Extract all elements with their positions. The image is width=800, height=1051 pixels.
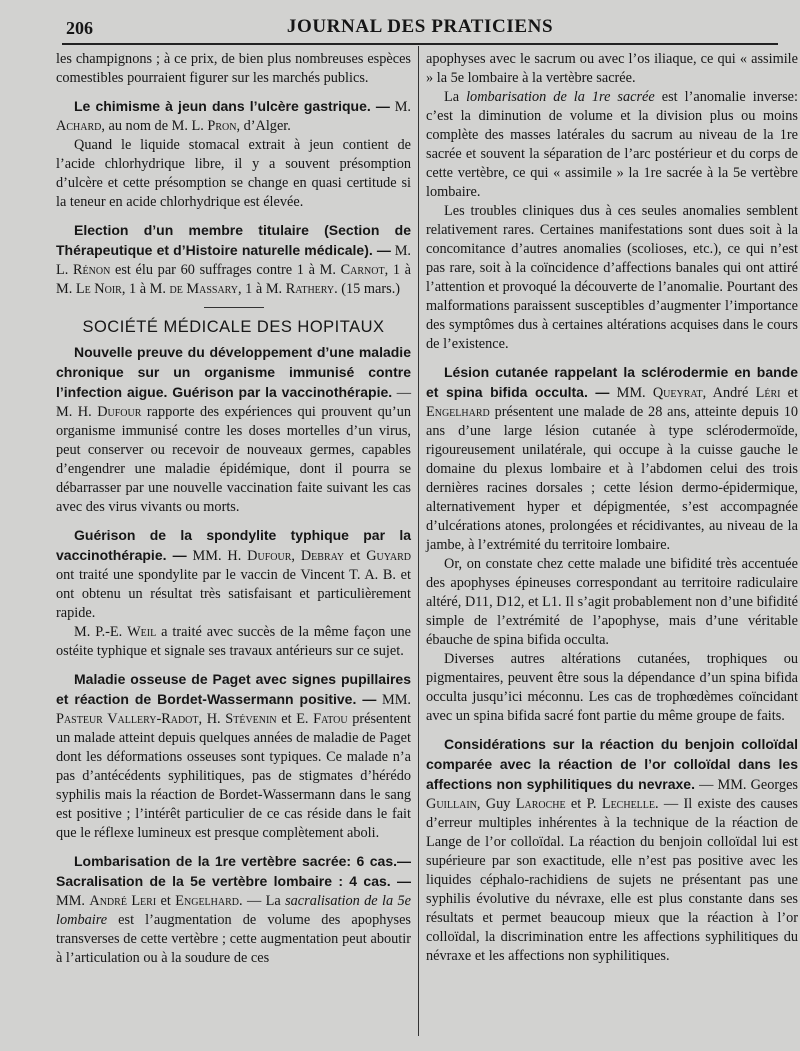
article-heading: Lésion cutanée rappelant la sclérodermie en bande et spina bifida occulta. — (426, 364, 798, 400)
italic-term: sacralisation de la 5e lombaire (56, 893, 412, 928)
text: . — Il existe des causes d’erreur multiples inhérentes à la technique de la réaction de Lange de l’or colloïdal. La réaction du benjoin colloïdal lui est supérieure par son exactitude, elle n’est pas positive avec les liquides céphalo-rachidiens de sujets ne présentant pas une syphilis évolutive du névraxe, elle est plus constante dans ses résultats et permet beaucoup mieux que la réaction à l’or colloïdal, la discrimination entre les affections syphilitiques du névraxe et les affections non syphilitiques. (426, 796, 798, 964)
article-sclerodermie (426, 363, 798, 555)
page-number: 206 (66, 18, 93, 38)
text: M. P.-E. (74, 624, 128, 640)
article-paget (56, 670, 411, 843)
text: , 1 à M. (121, 281, 170, 297)
author-name: Guillain (426, 796, 477, 812)
author-name: Lechelle (601, 796, 656, 812)
author-name: Achard (56, 118, 102, 134)
text: présentent une malade de 28 ans, atteinte depuis 10 ans d’une large lésion cutanée à type sclérodermoïde, rigoureusement unilatérale, qui occupe à la cuisse gauche le domaine du plexus lombaire et à l’abdomen celui des trois dernières racines dorsales ; cette lésion dermo-épidermique, alternativement hyper et dépigmentée, s’est accompagnée d’ulcérations atones, prolongées et récidivantes, au niveau de la jambe, à l’extrémité du territoire lombaire. (426, 404, 798, 553)
text: MM. (376, 692, 412, 708)
text: , André (702, 385, 756, 401)
text: M. L. (56, 243, 411, 278)
author-name: André Leri (89, 893, 157, 909)
author-name: Guyard (366, 548, 411, 564)
author-name: Debray (300, 548, 345, 564)
article-heading: Election d’un membre titulaire (Section de Thérapeutique et d’Histoire naturelle médicale). — (56, 222, 411, 258)
author-name: Weil (127, 624, 157, 640)
article-achard (56, 97, 411, 136)
text: MM. (56, 893, 90, 909)
text: MM. H. (186, 548, 248, 564)
author-name: Laroche (515, 796, 566, 812)
italic-term: lombarisation de la 1re sacrée (466, 89, 655, 105)
text: . — La (239, 893, 286, 909)
text: est l’anomalie inverse: c’est la diminution de volume et la division plus ou moins complète des masses latérales du sacrum au niveau de la 1re sacrée et souvent la séparation de l’arc postérieur et du corps de cette vertèbre, ce qui « assimile » la 1re sacrée à la 5e vertèbre lombaire. (426, 89, 799, 200)
text: présentent un malade atteint depuis quelques années de maladie de Paget dont les déformations osseuses sont typiques. Ce malade n’a pas d’antécédents syphilitiques, pas de stigmates d’hérédo syphilis mais la réaction de Bordet-Wassermann dans le sang est positive ; l’intérêt particulier de ce cas réside dans le fait que le réflexe lumineux est presque complètement aboli. (56, 711, 411, 841)
text: , (291, 548, 301, 564)
text: , 1 à M. (238, 281, 286, 297)
left-column (56, 50, 411, 968)
two-column-body (56, 50, 800, 1045)
text: . (15 mars.) (334, 281, 401, 297)
article-lombarisation (56, 852, 411, 968)
author-name: Rathery (285, 281, 335, 297)
paragraph (56, 623, 411, 661)
article-heading: Nouvelle preuve du développement d’une maladie chronique sur un organisme immunisé contre l’infection aigue. Guérison par la vaccinothérapie. (56, 344, 411, 400)
article-dufour (56, 343, 411, 517)
text: est l’augmentation de volume des apophyses transverses de cette vertèbre ; cette augmentation peut aboutir à l’articulation ou à la soudure de ces (56, 912, 411, 966)
text: , H. (198, 711, 226, 727)
text: , au nom de M. L. (101, 118, 208, 134)
author-name: de Massary (169, 281, 239, 297)
paragraph: Les troubles cliniques dus à ces seules anomalies semblent relativement rares. Certaines manifestations sont dues soit à la concomitance d’autres anomalies (scolioses, etc.), ce qui n’est pas rare, soit à la coïncidence d’affections banales qui ont attiré l’attention et provoqué la découverte de l’anomalie. Pourtant des malformations paraissent susceptibles d’augmenter l’importance des symptômes dus à certaines altérations acquises dans le cours de l’existence. (426, 203, 798, 352)
author-name: Carnot (340, 262, 385, 278)
paragraph: Or, on constate chez cette malade une bifidité très accentuée des apophyses épineuses correspondant au territoire radiculaire altéré, D11, D12, et L1. Il s’agit probablement non d’une bifidité simple de l’extrémité de l’apophyse, mais d’une véritable ébauche de spina bifida occulta. (426, 556, 798, 648)
text: M. (389, 99, 411, 115)
author-name: Engelhard (175, 893, 239, 909)
text: , Guy (476, 796, 516, 812)
author-name: Dufour (97, 404, 142, 420)
paragraph: apophyses avec le sacrum ou avec l’os iliaque, ce qui « assimile » la 5e lombaire à la vertèbre sacrée. (426, 51, 798, 86)
text: a traité avec succès de la même façon une ostéite typhique et signale ses travaux antérieurs sur ce sujet. (56, 624, 411, 659)
journal-title: JOURNAL DES PRATICIENS (286, 16, 554, 37)
text: rapporte des expériences qui prouvent qu’un organisme immunisé contre les doses mortelles d’un virus, peut conserver ou recevoir de nouveaux germes, capables d’engendrer une maladie épidémique, dont il pourra se débarrasser par une nouvelle vaccination faite suivant les cas avec des virus vivants ou morts. (56, 404, 411, 515)
text: est élu par 60 suffrages contre 1 à M. (110, 262, 341, 278)
column-rule (418, 46, 419, 1036)
paragraph: Quand le liquide stomacal extrait à jeun contient de l’acide chlorhydrique libre, il y a souvent présomption d’ulcère et cette présomption se change en quasi certitude si la teneur en acide chlorhydrique est élevée. (56, 137, 411, 210)
section-divider (204, 307, 264, 308)
author-name: Fatou (313, 711, 348, 727)
text: MM. (609, 385, 653, 401)
text: et P. (565, 796, 602, 812)
section-title: SOCIÉTÉ MÉDICALE DES HOPITAUX (82, 318, 385, 336)
paragraph: Diverses autres altérations cutanées, trophiques ou pigmentaires, peuvent être sous la dépendance d’un spina bifida occulta jusqu’ici méconnu. Les cas de trophœdèmes coïncidant avec un spina bifida sacré font partie du même groupe de faits. (426, 651, 798, 724)
text: — M. H. (56, 385, 412, 420)
text: ont traité une spondylite par le vaccin de Vincent T. A. B. et ont obtenu un résultat très satisfaisant et particulièrement rapide. (56, 567, 411, 621)
author-name: Queyrat (652, 385, 703, 401)
article-heading: Considérations sur la réaction du benjoin colloïdal comparée avec la réaction de l’or colloïdal dans les affections non syphilitiques du nevraxe. (426, 736, 798, 792)
author-name: Rénon (72, 262, 111, 278)
article-spondylite (56, 526, 411, 623)
author-name: Léri (755, 385, 781, 401)
text: et (344, 548, 367, 564)
author-name: Pron (207, 118, 237, 134)
paragraph (426, 88, 798, 202)
text: et (156, 893, 176, 909)
text: et E. (276, 711, 314, 727)
page-header (62, 12, 778, 42)
text: , d’Alger. (236, 118, 291, 134)
article-election (56, 221, 411, 299)
text: — MM. Georges (694, 777, 798, 793)
author-name: Pasteur Vallery-Radot (56, 711, 199, 727)
right-column (426, 50, 798, 966)
author-name: Stévenin (225, 711, 277, 727)
header-rule (62, 43, 778, 45)
article-heading: Maladie osseuse de Paget avec signes pupillaires et réaction de Bordet-Wassermann positive. — (56, 671, 411, 707)
article-benjoin (426, 735, 798, 966)
paragraph: les champignons ; à ce prix, de bien plus nombreuses espèces comestibles pourraient figurer sur les marchés publics. (56, 51, 411, 86)
text: et (780, 385, 798, 401)
text: La (444, 89, 467, 105)
author-name: Dufour (247, 548, 292, 564)
author-name: Engelhard (426, 404, 490, 420)
author-name: Le Noir (75, 281, 122, 297)
article-heading: Lombarisation de la 1re vertèbre sacrée: 6 cas.— Sacralisation de la 5e vertèbre lombaire : 4 cas. — (56, 853, 411, 889)
article-heading: Guérison de la spondylite typhique par la vaccinothérapie. — (56, 527, 411, 563)
article-heading: Le chimisme à jeun dans l’ulcère gastrique. — (74, 98, 390, 114)
text: , 1 à M. (56, 262, 411, 297)
